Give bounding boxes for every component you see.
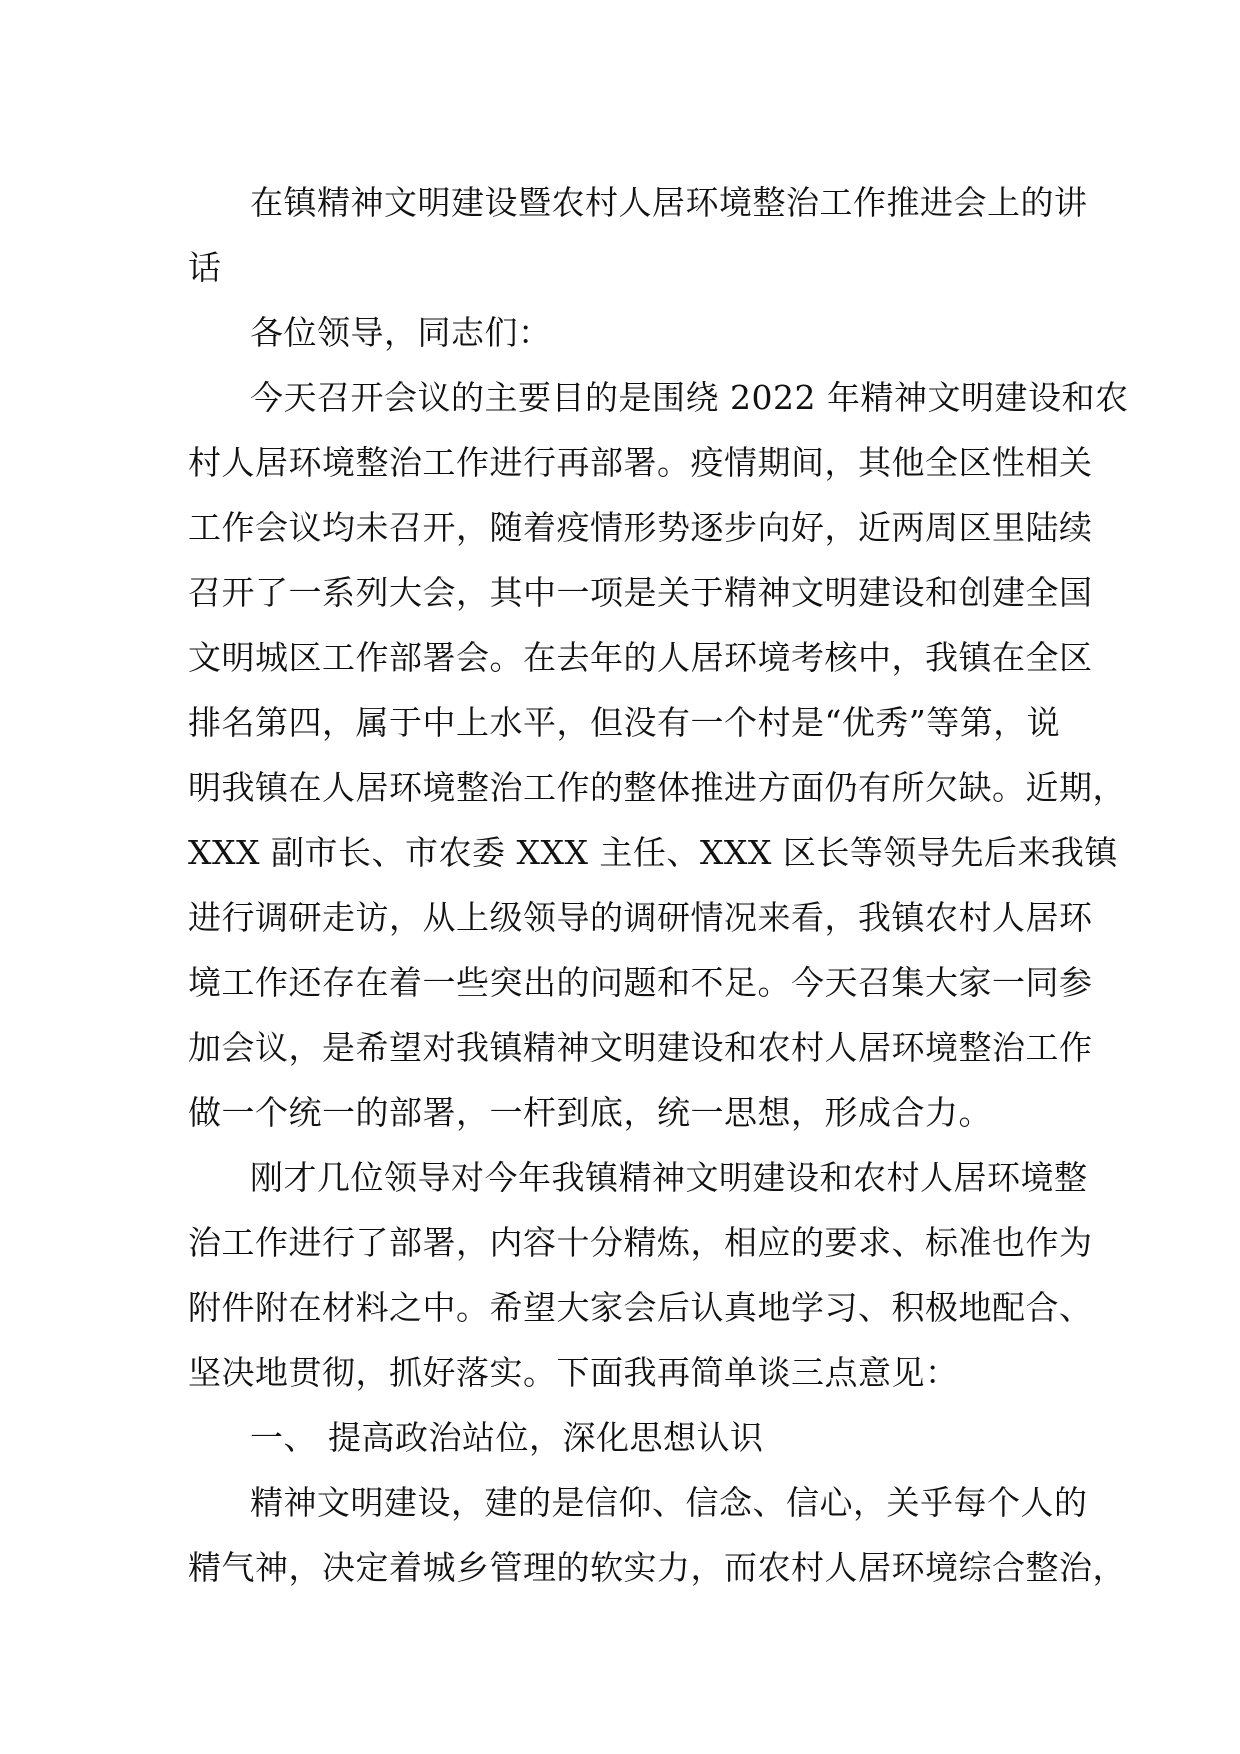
paragraph1-line-4: 召开了一系列大会，其中一项是关于精神文明建设和创建全国	[188, 573, 1093, 612]
section-heading-1: 一、 提高政治站位，深化思想认识	[250, 1418, 764, 1457]
paragraph1-line-9: 进行调研走访，从上级领导的调研情况来看，我镇农村人居环	[188, 898, 1093, 937]
paragraph1-line-12: 做一个统一的部署，一杆到底，统一思想，形成合力。	[188, 1093, 992, 1132]
paragraph1-line-11: 加会议，是希望对我镇精神文明建设和农村人居环境整治工作	[188, 1028, 1093, 1067]
paragraph2-line-1: 刚才几位领导对今年我镇精神文明建设和农村人居环境整	[250, 1158, 1088, 1197]
paragraph1-line-10: 境工作还存在着一些突出的问题和不足。今天召集大家一同参	[188, 963, 1093, 1002]
paragraph1-line-1: 今天召开会议的主要目的是围绕 2022 年精神文明建设和农	[250, 378, 1129, 417]
paragraph3-line-1: 精神文明建设，建的是信仰、信念、信心，关乎每个人的	[250, 1483, 1088, 1522]
paragraph1-line-6: 排名第四，属于中上水平，但没有一个村是“优秀”等第，说	[188, 703, 1061, 742]
paragraph1-line-2: 村人居环境整治工作进行再部署。疫情期间，其他全区性相关	[188, 443, 1093, 482]
paragraph1-line-8: XXX 副市长、市农委 XXX 主任、XXX 区长等领导先后来我镇	[188, 833, 1118, 872]
paragraph2-line-4: 坚决地贯彻，抓好落实。下面我再简单谈三点意见：	[188, 1353, 959, 1392]
paragraph2-line-3: 附件附在材料之中。希望大家会后认真地学习、积极地配合、	[188, 1288, 1093, 1327]
document-body	[188, 170, 1129, 1600]
paragraph1-line-3: 工作会议均未召开，随着疫情形势逐步向好，近两周区里陆续	[188, 508, 1093, 547]
document-title-line-1: 在镇精神文明建设暨农村人居环境整治工作推进会上的讲	[250, 183, 1088, 222]
paragraph2-line-2: 治工作进行了部署，内容十分精炼，相应的要求、标准也作为	[188, 1223, 1093, 1262]
paragraph3-line-2: 精气神，决定着城乡管理的软实力，而农村人居环境综合整治，	[188, 1548, 1126, 1587]
paragraph1-line-5: 文明城区工作部署会。在去年的人居环境考核中，我镇在全区	[188, 638, 1093, 677]
paragraph1-line-7: 明我镇在人居环境整治工作的整体推进方面仍有所欠缺。近期，	[188, 768, 1126, 807]
salutation: 各位领导，同志们：	[250, 313, 552, 352]
document-title-line-2: 话	[188, 248, 222, 287]
